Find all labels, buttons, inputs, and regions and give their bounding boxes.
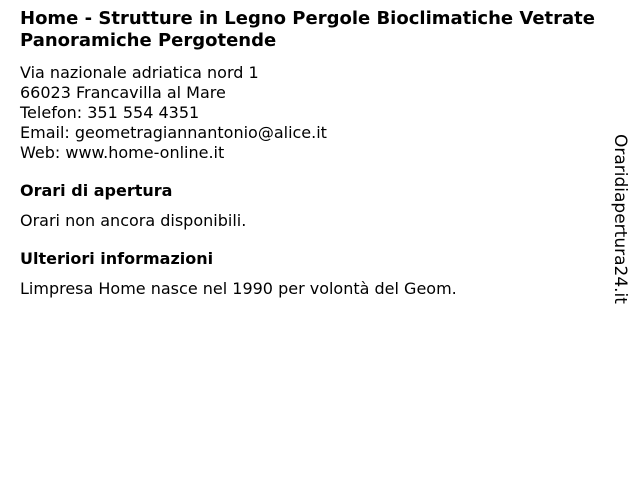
web-text: Web: www.home-online.it xyxy=(20,143,225,162)
business-listing xyxy=(20,8,600,299)
email-text: Email: geometragiannantonio@alice.it xyxy=(20,123,327,142)
site-brand-vertical: Oraridiapertura24.it xyxy=(610,134,630,304)
address-street: Via nazionale adriatica nord 1 xyxy=(20,63,259,82)
address-city: 66023 Francavilla al Mare xyxy=(20,83,226,102)
more-info-text: Limpresa Home nasce nel 1990 per volontà del Geom. xyxy=(20,279,457,298)
opening-hours-text: Orari non ancora disponibili. xyxy=(20,211,247,230)
contact-block xyxy=(20,63,600,163)
opening-hours-heading: Orari di apertura xyxy=(20,181,173,200)
page-title: Home - Strutture in Legno Pergole Bioclimatiche Vetrate Panoramiche Pergotende xyxy=(20,8,595,51)
phone-text: Telefon: 351 554 4351 xyxy=(20,103,200,122)
more-info-heading: Ulteriori informazioni xyxy=(20,249,214,268)
